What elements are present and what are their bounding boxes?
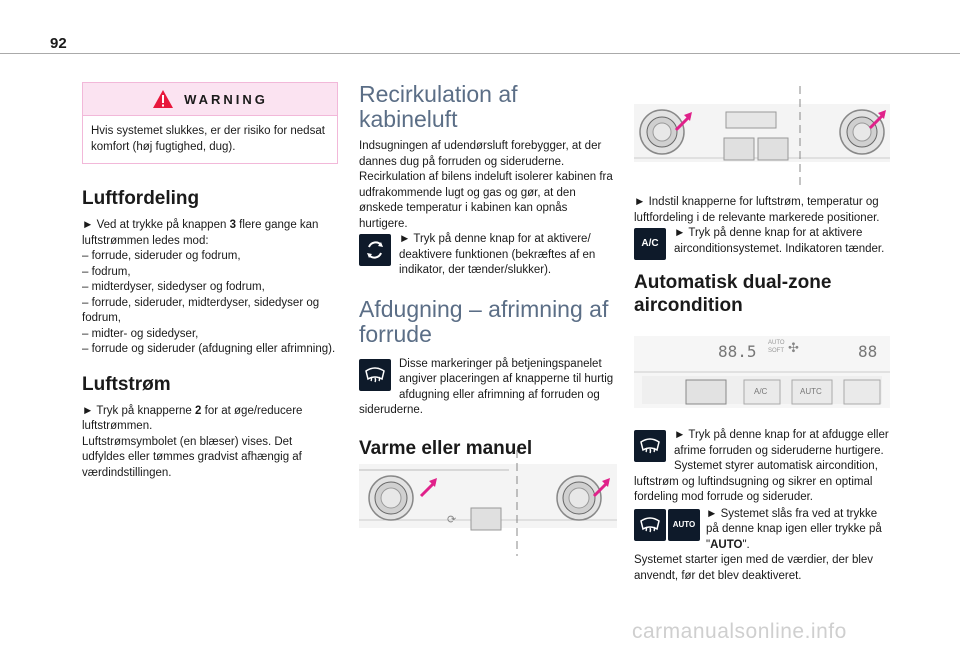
list-item: – forrude, sideruder og fodrum, [82,250,241,262]
display-right: 88 [858,342,878,361]
column-left [82,82,338,481]
warning-triangle-icon [152,89,174,109]
p1-number: 2 [195,404,202,417]
auto-text-post: ". [742,538,750,551]
right-text-1: ► Indstil knapperne for luftstrøm, temperatur og luftfordeling i de relevante markerede positioner. [634,196,880,224]
column-right [634,195,892,317]
recirculation-icon [359,234,391,266]
automatic-ac-heading: Automatisk dual-zone aircondition [634,272,832,316]
warning-text: Hvis systemet slukkes, er der risiko for nedsat komfort (høj fugtighed, dug). [91,125,325,153]
luftstrom-text-1 [82,404,338,435]
defrost-action-text: ► Tryk på denne knap for at afdugge eller afrime forruden og sideruderne hurtigere. [674,429,889,457]
column-right-lower [634,428,892,584]
intro-number: 3 [229,219,236,231]
auto-label-2: SOFT [768,348,784,354]
panel-autc-button: AUTC [800,387,822,396]
warning-box [82,82,338,164]
auto-icon-group [634,509,700,541]
ac-action [634,226,892,257]
ac-icon: A/C [634,228,666,260]
auto-label-1: AUTO [768,340,785,346]
list-item: – forrude og sideruder (afdugning eller afrimning). [82,343,336,355]
list-item: – fodrum, [82,265,131,278]
manual-ac-panel-figure [359,450,617,556]
afdugning-text: Disse markeringer på betjeningspanelet angiver placeringen af knapperne til hurtig afdugning eller afrimning af forruden og sideruderne. [359,357,614,416]
page-number: 92 [50,35,67,52]
manual-ac-closeup-figure [634,86,890,188]
luftfordeling-intro [82,218,338,249]
right-text-2: Systemet styrer automatisk aircondition, luftstrøm og luftindsugning og sikrer en optimal fordeling mod forrude og sideruder. [634,460,878,503]
recirkulation-action-text: ► Tryk på denne knap for at aktivere/ deaktivere funktionen (bekræftes af en indikator, der tænder/slukker). [399,233,596,276]
luftstrom-text-2: Luftstrømsymbolet (en blæser) vises. Det udfyldes eller tømmes gradvist afhængig af værdindstillingen. [82,435,302,479]
p1-pre: ► Tryk på knapperne [82,404,196,417]
warning-body [83,116,337,163]
list-item: – midterdyser, sidedyser og fodrum, [82,281,265,293]
panel-ac-button: A/C [754,387,768,396]
watermark: carmanualsonline.info [632,620,847,643]
auto-action [634,507,892,554]
header-divider [0,53,960,54]
auto-text-pre: ► Systemet slås fra ved at trykke på denne knap igen eller trykke på " [706,507,882,551]
defrost-icon [359,359,391,391]
column-middle [359,82,617,485]
recirkulation-action [359,232,617,279]
afdugning-block [359,357,617,419]
recirkulation-heading: Recirkulation af kabineluft [359,81,518,132]
warning-title: WARNING [184,91,268,107]
varme-heading: Varme eller manuel [359,437,533,459]
auto-ac-panel-drawing [634,328,890,414]
ac-action-text: ► Tryk på denne knap for at aktivere airconditionsystemet. Indikatoren tænder. [674,227,885,255]
list-item: – forrude, sideruder, midterdyser, sidedyser og fodrum, [82,296,320,324]
display-left: 88.5 [718,342,757,361]
intro-pre: ► Ved at trykke på knappen [82,219,230,231]
intro-post: flere gange kan luftstrømmen ledes mod: [82,219,319,247]
warning-header [83,83,337,116]
auto-ac-panel-figure [634,328,890,414]
fan-icon: ✣ [788,340,799,355]
p1-post: for at øge/reducere luftstrømmen. [82,404,303,432]
defrost-icon-2 [634,430,666,462]
afdugning-heading: Afdugning – afrimning af forrude [359,295,609,347]
right-text-3: Systemet starter igen med de værdier, der blev anvendt, før det blev deaktiveret. [634,554,874,582]
list-item: – midter- og sidedyser, [82,327,199,340]
luftfordeling-heading: Luftfordeling [82,188,200,209]
recirkulation-text: Indsugningen af udendørsluft forebygger, at der dannes dug på forruden og sideruderne. Recirkulation af bilens indeluft isolerer kabinen fra udfrakommende lugt og gas og gør, at den ønskede temperatur i kabinen kan opnås hurtigere. [359,140,613,230]
svg-text:⟳: ⟳ [447,513,457,526]
auto-icon: AUTO [668,509,700,541]
defrost-action [634,428,892,459]
luftstrom-heading: Luftstrøm [82,373,171,395]
defrost-icon-3 [634,509,666,541]
auto-word: AUTO [710,538,743,551]
